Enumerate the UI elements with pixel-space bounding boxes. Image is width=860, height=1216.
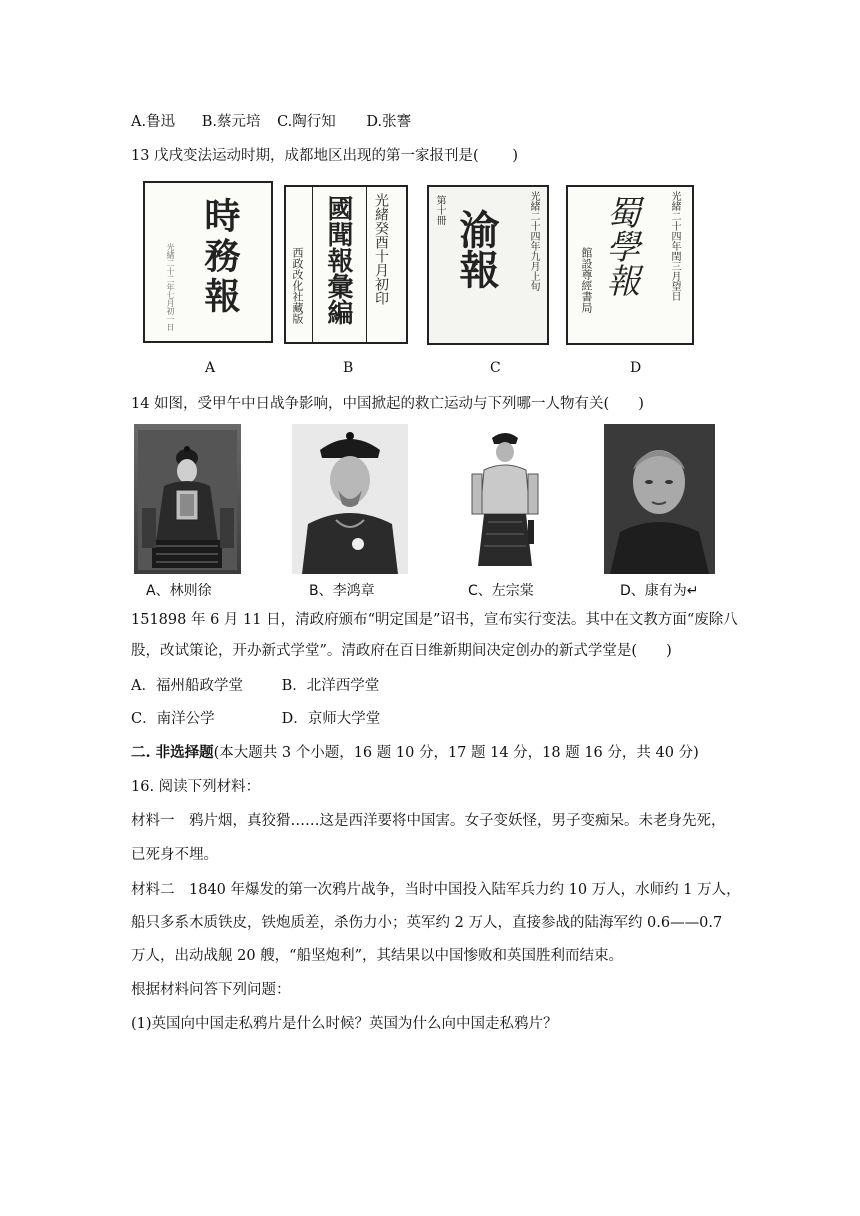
q15-line1: 151898 年 6 月 11 日，清政府颁布“明定国是”诏书，宣布实行变法。其中在文教方面“废除八: [131, 612, 738, 628]
newspaper-d-title: 蜀學報: [600, 195, 640, 297]
newspaper-image-d: [566, 185, 694, 345]
newspaper-b-side2: 西政改化社藏版: [291, 247, 304, 324]
newspaper-d-side: 光緒二十四年閏三月望日: [669, 191, 680, 301]
portrait-lin-zexu: [134, 424, 241, 574]
newspaper-letter-c: C: [490, 360, 501, 376]
newspaper-a-title: 時務報: [199, 197, 241, 317]
q12-options: [131, 112, 411, 132]
q12-option-d: D.张謇: [366, 114, 412, 130]
q16-material2-line2: 船只多系木质铁皮，铁炮质差，杀伤力小；英军约 2 万人，直接参战的陆海军约 0.6——0.7: [131, 915, 723, 931]
section2-header: [131, 743, 699, 763]
newspaper-image-b: [284, 185, 408, 344]
q12-option-c: C.陶行知: [277, 114, 336, 130]
q16-material2-line3: 万人，出动战舰 20 艘，“船坚炮利”，其结果以中国惨败和英国胜利而结束。: [131, 948, 623, 964]
newspaper-c-title: 渝報: [453, 209, 500, 289]
portrait-caption-c: C、左宗棠: [468, 583, 534, 599]
q16-ask: 根据材料问答下列问题：: [131, 982, 291, 998]
q15-options-ab: [131, 676, 379, 696]
q12-option-a: A.鲁迅: [131, 114, 176, 130]
q15-option-b: B．北洋西学堂: [281, 678, 380, 694]
newspaper-letter-d: D: [630, 360, 642, 376]
newspaper-b-side: 光緒癸酉十月初印: [373, 193, 389, 305]
q15-option-a: A．福州船政学堂: [131, 678, 243, 694]
portrait-caption-b: B、李鸿章: [309, 583, 375, 599]
newspaper-letter-a: A: [205, 360, 216, 376]
newspaper-image-c: [427, 185, 549, 345]
portrait-kang-youwei: [604, 424, 715, 574]
q14-stem: 14 如图，受甲午中日战争影响，中国掀起的救亡运动与下列哪一人物有关( ): [131, 396, 644, 412]
newspaper-image-a: [143, 181, 273, 343]
portrait-zuo-zongtang: [466, 424, 544, 574]
q15-line2: 股，改试策论，开办新式学堂”。清政府在百日维新期间决定创办的新式学堂是( ): [131, 643, 672, 659]
newspaper-d-side2: 館設尊經書局: [580, 247, 593, 313]
section2-detail: (本大题共 3 个小题，16 题 10 分，17 题 14 分，18 题 16 分，共 40 分): [213, 745, 699, 761]
newspaper-letter-b: B: [343, 360, 354, 376]
q13-stem: 13 戊戌变法运动时期，成都地区出现的第一家报刊是( ): [131, 148, 518, 164]
q15-option-d: D．京师大学堂: [281, 711, 381, 727]
q16-material1-line1: 材料一 鸦片烟，真狡猾……这是西洋要将中国害。女子变妖怪，男子变痴呆。未老身先死，: [131, 813, 726, 829]
newspaper-c-side: 光緒二十四年九月上旬: [528, 191, 539, 291]
q16-material2-line1: 材料二 1840 年爆发的第一次鸦片战争，当时中国投入陆军兵力约 10 万人，水师约 1 万人，: [131, 882, 741, 898]
q16-material1-line2: 已死身不埋。: [131, 847, 218, 863]
newspaper-a-side: 光緒二十二年七月初一日: [166, 243, 175, 331]
q12-option-b: B.蔡元培: [201, 114, 261, 130]
q16-question1: (1)英国向中国走私鸦片是什么时候？英国为什么向中国走私鸦片？: [131, 1016, 558, 1032]
q15-options-cd: [131, 709, 380, 729]
q16-stem: 16. 阅读下列材料：: [131, 779, 261, 795]
section2-heading: 二. 非选择题: [131, 744, 214, 761]
portrait-caption-a: A、林则徐: [146, 583, 212, 599]
newspaper-c-side2: 第十冊: [434, 195, 445, 225]
portrait-li-hongzhang: [292, 424, 408, 574]
newspaper-b-title: 國聞報彙編: [323, 195, 353, 325]
q15-option-c: C．南洋公学: [131, 711, 215, 727]
portrait-caption-d: D、康有为↵: [620, 583, 699, 599]
